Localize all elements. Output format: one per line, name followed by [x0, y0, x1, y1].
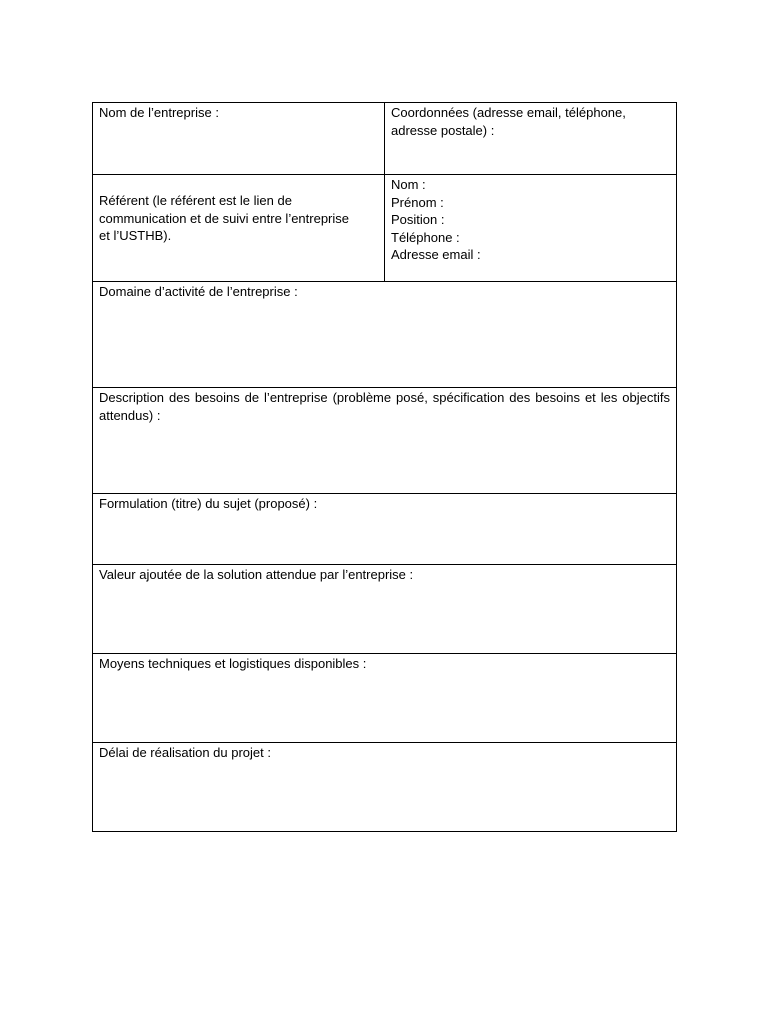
resources-label: Moyens techniques et logistiques disponibles : [99, 656, 367, 671]
company-row [93, 103, 677, 175]
subject-cell [93, 494, 677, 565]
resources-row [93, 654, 677, 743]
contact-details-cell [385, 103, 677, 175]
needs-description-cell [93, 388, 677, 494]
contact-details-label-line1: Coordonnées (adresse email, téléphone, [391, 105, 626, 120]
added-value-cell [93, 565, 677, 654]
activity-domain-cell [93, 282, 677, 388]
referent-field-position: Position : [391, 212, 445, 227]
resources-cell [93, 654, 677, 743]
deadline-label: Délai de réalisation du projet : [99, 745, 271, 760]
subject-label: Formulation (titre) du sujet (proposé) : [99, 496, 318, 511]
activity-domain-label: Domaine d’activité de l’entreprise : [99, 284, 298, 299]
added-value-label: Valeur ajoutée de la solution attendue par l’entreprise : [99, 567, 414, 582]
needs-description-label: Description des besoins de l’entreprise (problème posé, spécification des besoins et les objectifs attendus) : [99, 390, 670, 423]
company-name-label: Nom de l’entreprise : [99, 105, 219, 120]
contact-details-label-line2: adresse postale) : [391, 122, 495, 138]
referent-field-nom: Nom : [391, 177, 426, 192]
deadline-cell [93, 743, 677, 832]
needs-description-row [93, 388, 677, 494]
activity-domain-row [93, 282, 677, 388]
referent-field-email: Adresse email : [391, 247, 481, 262]
referent-label-line1: Référent (le référent est le lien de [99, 193, 292, 208]
referent-row [93, 175, 677, 282]
referent-field-prenom: Prénom : [391, 194, 444, 210]
referent-cell [93, 175, 385, 282]
company-project-form [92, 102, 677, 832]
added-value-row [93, 565, 677, 654]
company-name-cell [93, 103, 385, 175]
subject-row [93, 494, 677, 565]
referent-label-line2: communication et de suivi entre l’entreprise [99, 210, 350, 226]
referent-fields-cell [385, 175, 677, 282]
deadline-row [93, 743, 677, 832]
referent-field-telephone: Téléphone : [391, 229, 460, 245]
referent-label-line3: et l’USTHB). [99, 228, 172, 243]
